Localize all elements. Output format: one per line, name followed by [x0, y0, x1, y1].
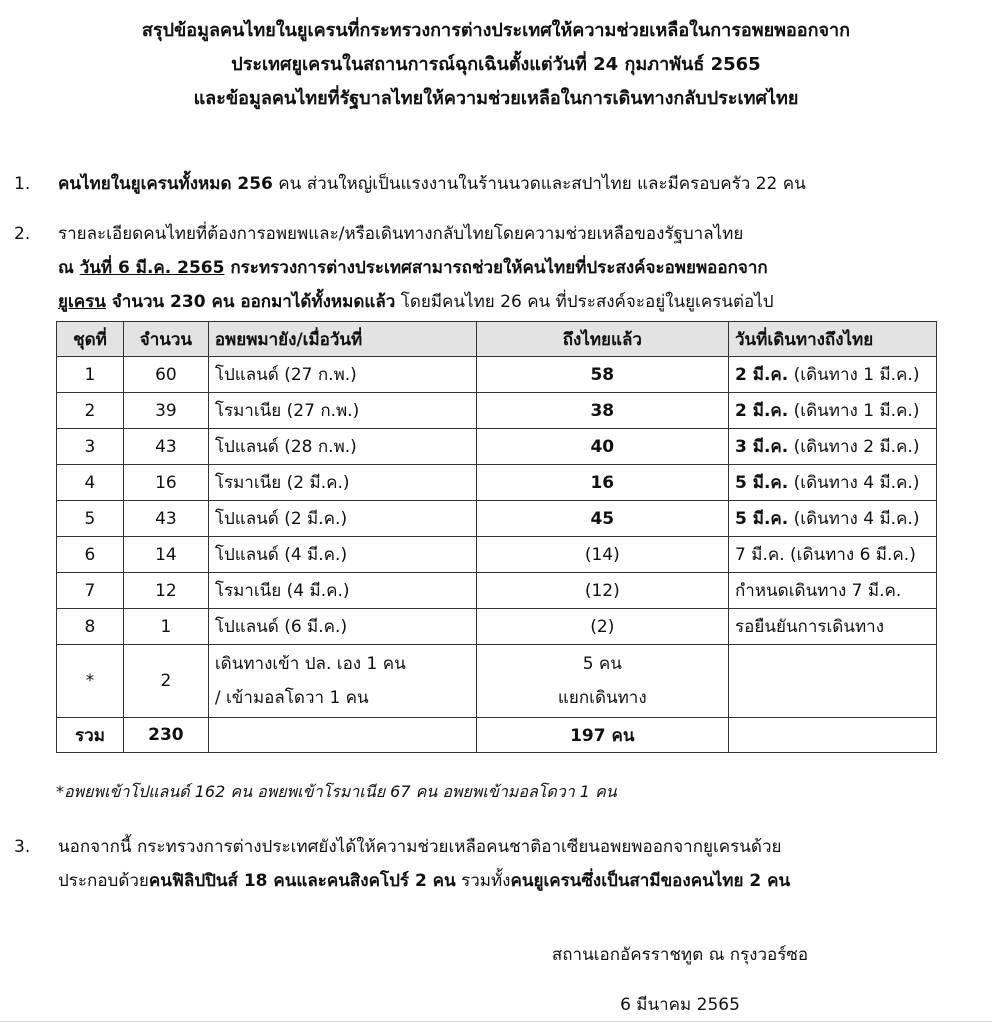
arrival-date-note: (เดินทาง 2 มี.ค.)	[788, 437, 920, 457]
table-row-special	[57, 645, 937, 718]
cell-count: 39	[123, 393, 208, 429]
arrival-date-bold: 5 มี.ค.	[735, 473, 789, 493]
title-line-3: และข้อมูลคนไทยที่รัฐบาลไทยให้ความช่วยเหลือในการเดินทางกลับประเทศไทย	[193, 88, 799, 109]
arrival-date-note: กำหนดเดินทาง 7 มี.ค.	[735, 581, 902, 601]
cell-arrival-date	[729, 429, 937, 465]
cell-set: 3	[57, 429, 124, 465]
cell-count: 1	[123, 609, 208, 645]
cell-set: 2	[57, 393, 124, 429]
item-2	[14, 217, 964, 319]
cell-count: 12	[123, 573, 208, 609]
item-number: 1.	[14, 174, 31, 194]
item-3-mid: รวมทั้ง	[455, 871, 511, 891]
item-2-country: ยูเครน	[58, 292, 106, 312]
cell-arrived: 16	[590, 472, 615, 493]
arrival-date-note: (เดินทาง 1 มี.ค.)	[788, 365, 920, 385]
cell-arrived	[476, 645, 728, 718]
signature-organization: สถานเอกอัครราชทูต ณ กรุงวอร์ซอ	[551, 945, 809, 965]
cell-arrival-date	[729, 393, 937, 429]
item-2-line-2	[58, 251, 964, 285]
destination-line-1: เดินทางเข้า ปล. เอง 1 คน	[214, 654, 406, 674]
table-row	[57, 357, 937, 393]
destination-line-2: / เข้ามอลโดวา 1 คน	[214, 688, 369, 708]
title-line-2: ประเทศยูเครนในสถานการณ์ฉุกเฉินตั้งแต่วันที่ 24 กุมภาพันธ์ 2565	[231, 54, 761, 75]
cell-set: 4	[57, 465, 124, 501]
table-row	[57, 609, 937, 645]
item-2-line-3-text: โดยมีคนไทย 26 คน ที่ประสงค์จะอยู่ในยูเครนต่อไป	[395, 292, 774, 312]
cell-arrived: (2)	[476, 609, 728, 645]
item-1	[14, 167, 964, 201]
evacuation-table	[56, 321, 937, 753]
cell-set: 6	[57, 537, 124, 573]
cell-arrival-date	[729, 357, 937, 393]
item-3-line-1: นอกจากนี้ กระทรวงการต่างประเทศยังได้ให้ความช่วยเหลือคนชาติอาเซียนอพยพออกจากยูเครนด้วย	[58, 837, 782, 857]
header-arrived: ถึงไทยแล้ว	[476, 322, 728, 357]
header-destination: อพยพมายัง/เมื่อวันที่	[208, 322, 476, 357]
cell-count: 43	[123, 501, 208, 537]
arrived-line-2: แยกเดินทาง	[557, 688, 647, 708]
item-2-line-1: รายละเอียดคนไทยที่ต้องการอพยพและ/หรือเดินทางกลับไทยโดยความช่วยเหลือของรัฐบาลไทย	[58, 224, 744, 244]
item-number: 3.	[14, 837, 31, 857]
table-footnote: *อพยพเข้าโปแลนด์ 162 คน อพยพเข้าโรมาเนีย 67 คน อพยพเข้ามอลโดวา 1 คน	[56, 782, 617, 801]
cell-set: 5	[57, 501, 124, 537]
cell-arrived: 38	[590, 400, 615, 421]
arrival-date-bold: 2 มี.ค.	[735, 365, 789, 385]
arrived-line-1: 5 คน	[582, 654, 622, 674]
total-date-empty	[729, 718, 937, 753]
cell-set: 8	[57, 609, 124, 645]
item-2-date: วันที่ 6 มี.ค. 2565	[79, 258, 225, 278]
signature-date: 6 มีนาคม 2565	[620, 995, 740, 1015]
cell-arrived: (12)	[476, 573, 728, 609]
cell-destination: โปแลนด์ (28 ก.พ.)	[208, 429, 476, 465]
total-count: 230	[123, 718, 208, 753]
cell-arrival-date	[729, 645, 937, 718]
total-destination-empty	[208, 718, 476, 753]
table-total-row	[57, 718, 937, 753]
signature-block	[470, 930, 890, 1030]
cell-count: 2	[123, 645, 208, 718]
title-line-1: สรุปข้อมูลคนไทยในยูเครนที่กระทรวงการต่างประเทศให้ความช่วยเหลือในการอพยพออกจาก	[141, 20, 851, 41]
arrival-date-bold: 2 มี.ค.	[735, 401, 789, 421]
table-row	[57, 393, 937, 429]
header-count: จำนวน	[123, 322, 208, 357]
cell-set: 1	[57, 357, 124, 393]
arrival-date-bold: 5 มี.ค.	[735, 509, 789, 529]
total-label: รวม	[57, 718, 124, 753]
item-2-line-2-text: กระทรวงการต่างประเทศสามารถช่วยให้คนไทยที่ประสงค์จะอพยพออกจาก	[224, 258, 768, 278]
cell-destination	[208, 645, 476, 718]
table-row	[57, 573, 937, 609]
cell-destination: โปแลนด์ (4 มี.ค.)	[208, 537, 476, 573]
cell-destination: โรมาเนีย (27 ก.พ.)	[208, 393, 476, 429]
table-row	[57, 429, 937, 465]
cell-arrival-date	[729, 537, 937, 573]
item-2-bold-count: จำนวน 230 คน ออกมาได้ทั้งหมดแล้ว	[105, 292, 396, 312]
item-3-prefix: ประกอบด้วย	[58, 871, 149, 891]
total-arrived: 197 คน	[476, 718, 728, 753]
cell-arrival-date	[729, 609, 937, 645]
table-row	[57, 537, 937, 573]
cell-count: 60	[123, 357, 208, 393]
cell-arrival-date	[729, 501, 937, 537]
cell-arrival-date	[729, 465, 937, 501]
item-2-line-3	[58, 285, 964, 319]
document-title	[0, 14, 992, 116]
header-set: ชุดที่	[57, 322, 124, 357]
cell-arrival-date	[729, 573, 937, 609]
cell-destination: โปแลนด์ (2 มี.ค.)	[208, 501, 476, 537]
cell-arrived: 45	[590, 508, 615, 529]
bottom-divider	[0, 1021, 992, 1022]
arrival-date-note: 7 มี.ค. (เดินทาง 6 มี.ค.)	[735, 545, 916, 565]
arrival-date-note: (เดินทาง 4 มี.ค.)	[788, 509, 920, 529]
cell-count: 43	[123, 429, 208, 465]
cell-destination: โปแลนด์ (27 ก.พ.)	[208, 357, 476, 393]
arrival-date-note: รอยืนยันการเดินทาง	[735, 617, 885, 637]
item-1-text: คน ส่วนใหญ่เป็นแรงงานในร้านนวดและสปาไทย และมีครอบครัว 22 คน	[272, 174, 806, 194]
header-arrival-date: วันที่เดินทางถึงไทย	[729, 322, 937, 357]
table-header-row	[57, 322, 937, 357]
arrival-date-note: (เดินทาง 4 มี.ค.)	[788, 473, 920, 493]
item-3-bold-1: คนฟิลิปปินส์ 18 คนและคนสิงคโปร์ 2 คน	[148, 871, 456, 891]
item-number: 2.	[14, 224, 31, 244]
cell-destination: โรมาเนีย (4 มี.ค.)	[208, 573, 476, 609]
item-3-line-2	[58, 864, 964, 898]
item-3	[14, 830, 964, 898]
cell-set: *	[57, 645, 124, 718]
item-1-bold: คนไทยในยูเครนทั้งหมด 256	[58, 174, 273, 194]
cell-destination: โปแลนด์ (6 มี.ค.)	[208, 609, 476, 645]
cell-set: 7	[57, 573, 124, 609]
item-2-line-2-prefix: ณ	[58, 258, 80, 278]
arrival-date-bold: 3 มี.ค.	[735, 437, 789, 457]
table-row	[57, 465, 937, 501]
cell-arrived: 40	[590, 436, 615, 457]
table-row	[57, 501, 937, 537]
item-3-bold-2: คนยูเครนซึ่งเป็นสามีของคนไทย 2 คน	[510, 871, 791, 891]
cell-arrived: (14)	[476, 537, 728, 573]
cell-arrived: 58	[590, 364, 615, 385]
arrival-date-note: (เดินทาง 1 มี.ค.)	[788, 401, 920, 421]
cell-count: 16	[123, 465, 208, 501]
cell-count: 14	[123, 537, 208, 573]
cell-destination: โรมาเนีย (2 มี.ค.)	[208, 465, 476, 501]
